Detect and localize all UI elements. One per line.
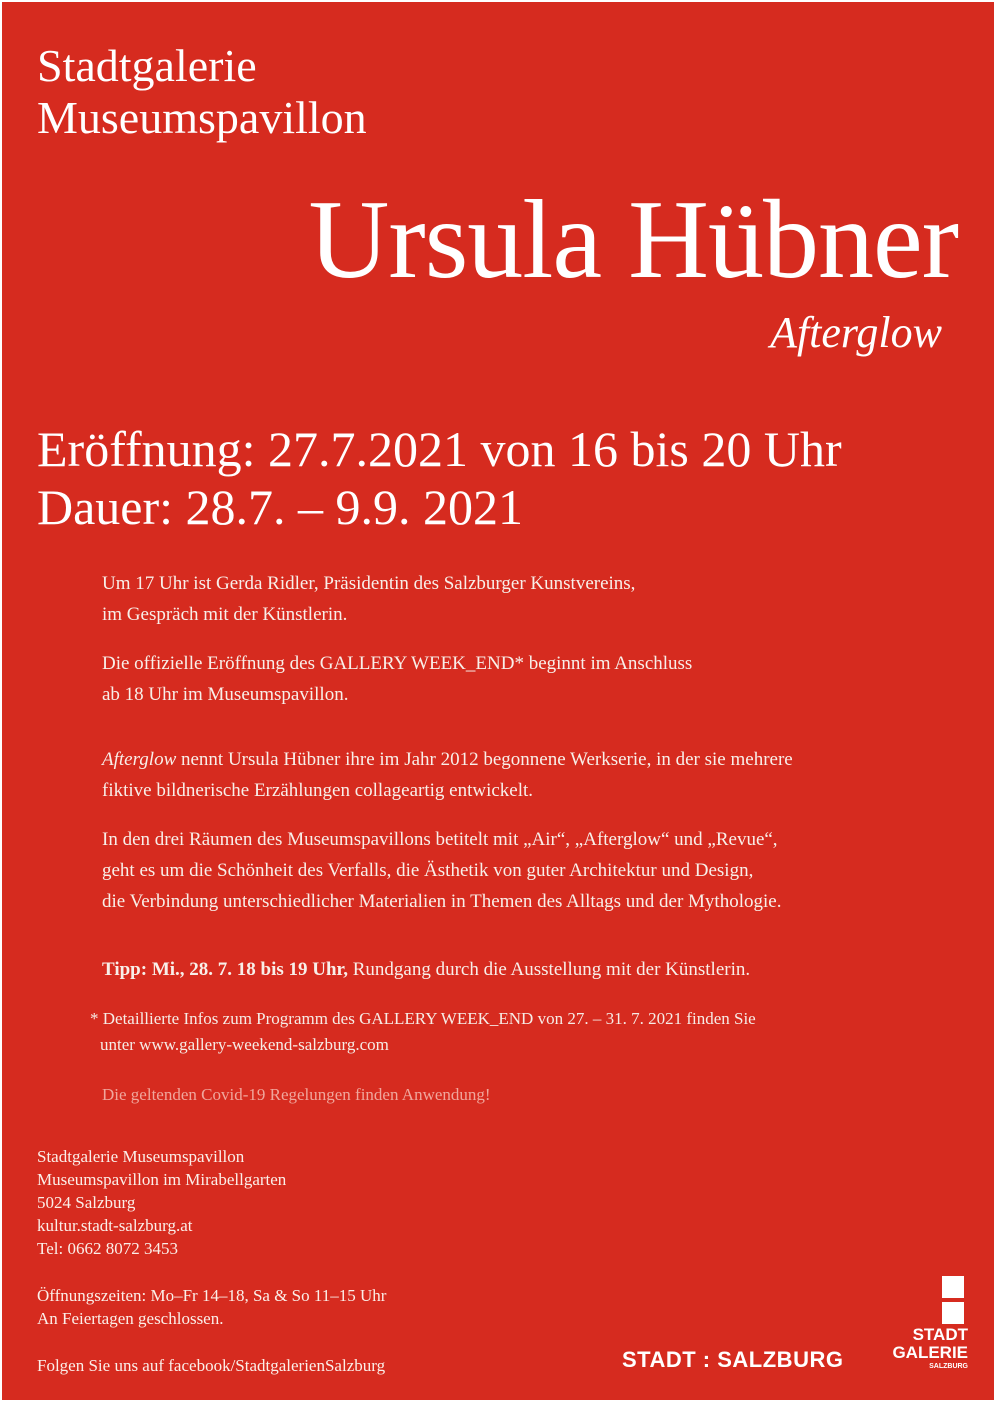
address-block [37,1145,286,1260]
official-opening-line-1: Die offizielle Eröffnung des GALLERY WEEK_END* beginnt im Anschluss [102,653,693,674]
logo-text-galerie: GALERIE [892,1343,968,1362]
exhibition-title: Afterglow [770,308,942,357]
opening-date: Eröffnung: 27.7.2021 von 16 bis 20 Uhr [37,421,842,477]
tip-text: Rundgang durch die Ausstellung mit der Künstlerin. [348,959,751,980]
rooms-line-1: In den drei Räumen des Museumspavillons betitelt mit „Air“, „Afterglow“ und „Revue“, [102,829,778,850]
talk-line-2: im Gespräch mit der Künstlerin. [102,604,348,625]
footnote [90,1006,756,1058]
venue-name [37,40,367,144]
hours-line-2: An Feiertagen geschlossen. [37,1309,224,1328]
stadt-salzburg-logo: STADT : SALZBURG [622,1347,844,1372]
description-line-1-text: nennt Ursula Hübner ihre im Jahr 2012 begonnene Werkserie, in der sie mehrere [176,749,793,770]
rooms-description [102,824,781,917]
opening-hours [37,1284,386,1330]
address-location: Museumspavillon im Mirabellgarten [37,1170,287,1189]
exhibition-duration: Dauer: 28.7. – 9.9. 2021 [37,479,524,535]
logo-text-salzburg: SALZBURG [929,1363,968,1370]
venue-line-2: Museumspavillon [37,92,367,143]
address-phone: Tel: 0662 8072 3453 [37,1239,178,1258]
description-line-1 [102,744,793,775]
official-opening-line-2: ab 18 Uhr im Museumspavillon. [102,684,349,705]
tour-tip [102,954,750,985]
artist-name: Ursula Hübner [308,178,958,302]
address-city: 5024 Salzburg [37,1193,136,1212]
description-line-2: fiktive bildnerische Erzählungen collageartig entwickelt. [102,780,534,801]
address-name: Stadtgalerie Museumspavillon [37,1147,245,1166]
venue-line-1: Stadtgalerie [37,40,257,91]
address-web: kultur.stadt-salzburg.at [37,1216,193,1235]
logo-text-stadt: STADT [912,1325,968,1344]
footnote-line-1: * Detaillierte Infos zum Programm des GALLERY WEEK_END von 27. – 31. 7. 2021 finden Sie [90,1009,756,1028]
logo-square-bottom [942,1302,964,1324]
covid-note: Die geltenden Covid-19 Regelungen finden Anwendung! [102,1085,491,1104]
official-opening-info [102,648,692,710]
footnote-line-2: unter www.gallery-weekend-salzburg.com [100,1035,389,1054]
talk-info [102,568,635,630]
talk-line-1: Um 17 Uhr ist Gerda Ridler, Präsidentin des Salzburger Kunstvereins, [102,573,636,594]
hours-line-1: Öffnungszeiten: Mo–Fr 14–18, Sa & So 11–15 Uhr [37,1286,387,1305]
social-media-note: Folgen Sie uns auf facebook/StadtgalerienSalzburg [37,1356,386,1375]
rooms-line-2: geht es um die Schönheit des Verfalls, die Ästhetik von guter Architektur und Design, [102,860,754,881]
series-description [102,744,793,806]
logo-square-top [942,1276,964,1298]
exhibition-poster [2,2,994,1400]
tip-label: Tipp: Mi., 28. 7. 18 bis 19 Uhr, [102,959,348,980]
stadtgalerie-logo [878,1272,968,1376]
description-title-word: Afterglow [102,749,177,770]
rooms-line-3: die Verbindung unterschiedlicher Materialien in Themen des Alltags und der Mythologie. [102,891,782,912]
